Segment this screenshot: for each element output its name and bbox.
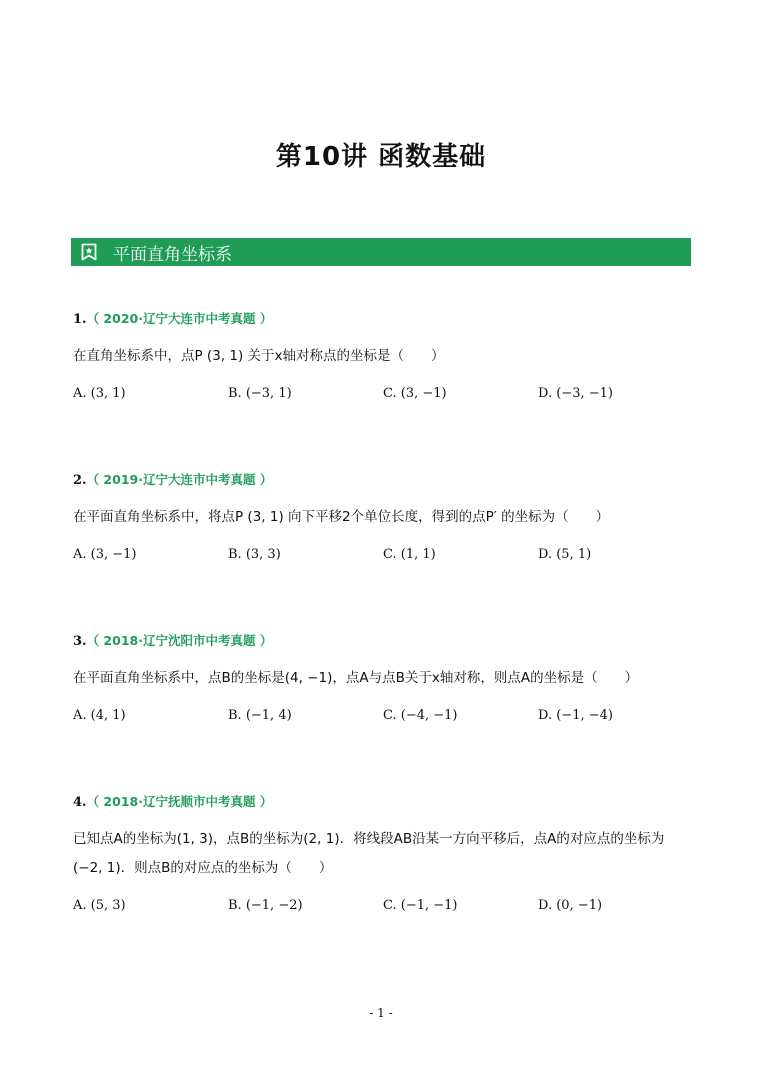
question-line: 在平面直角坐标系中，将点P (3, 1) 向下平移2个单位长度，得到的点P′ 的坐标为（ ） (73, 509, 610, 525)
question-2 (73, 470, 693, 565)
option-a[interactable]: A. (5, 3) (73, 898, 126, 913)
question-text (73, 829, 693, 878)
option-a[interactable]: A. (3, 1) (73, 386, 126, 401)
answer-options (73, 706, 693, 726)
option-a[interactable]: A. (4, 1) (73, 708, 126, 723)
option-a[interactable]: A. (3, −1) (73, 547, 137, 562)
question-text (73, 507, 693, 527)
question-number: 4. (73, 795, 87, 810)
section-header (71, 238, 691, 266)
option-c[interactable]: C. (1, 1) (383, 547, 436, 562)
question-number: 3. (73, 634, 87, 649)
question-line: 已知点A的坐标为(1, 3)，点B的坐标为(2, 1)．将线段AB沿某一方向平移后，点A的对应点的坐标为 (73, 831, 665, 847)
question-number: 1. (73, 312, 87, 327)
answer-options (73, 545, 693, 565)
option-b[interactable]: B. (−1, −2) (228, 898, 303, 913)
option-d[interactable]: D. (0, −1) (538, 898, 603, 913)
question-text (73, 668, 693, 688)
question-number: 2. (73, 473, 87, 488)
answer-options (73, 384, 693, 404)
option-b[interactable]: B. (−1, 4) (228, 708, 292, 723)
option-d[interactable]: D. (−1, −4) (538, 708, 613, 723)
section-title: 平面直角坐标系 (113, 244, 232, 265)
option-b[interactable]: B. (−3, 1) (228, 386, 292, 401)
option-d[interactable]: D. (−3, −1) (538, 386, 613, 401)
option-c[interactable]: C. (3, −1) (383, 386, 447, 401)
question-1 (73, 309, 693, 404)
question-source: （ 2020·辽宁大连市中考真题 ） (86, 311, 273, 326)
question-source: （ 2018·辽宁沈阳市中考真题 ） (86, 633, 273, 648)
question-4 (73, 792, 693, 916)
question-line: 在平面直角坐标系中，点B的坐标是(4, −1)，点A与点B关于x轴对称，则点A的坐标是（ ） (73, 670, 639, 686)
option-d[interactable]: D. (5, 1) (538, 547, 592, 562)
page-number: - 1 - (369, 1006, 393, 1020)
option-b[interactable]: B. (3, 3) (228, 547, 281, 562)
question-text (73, 346, 693, 366)
question-source: （ 2019·辽宁大连市中考真题 ） (86, 472, 273, 487)
option-c[interactable]: C. (−4, −1) (383, 708, 458, 723)
bookmark-star-icon (81, 241, 103, 263)
question-line: 在直角坐标系中，点P (3, 1) 关于x轴对称点的坐标是（ ） (73, 348, 445, 364)
option-c[interactable]: C. (−1, −1) (383, 898, 458, 913)
question-source: （ 2018·辽宁抚顺市中考真题 ） (86, 794, 273, 809)
question-line: (−2, 1)．则点B的对应点的坐标为（ ） (73, 860, 333, 876)
answer-options (73, 896, 693, 916)
page-title: 第10讲 函数基础 (275, 142, 487, 172)
question-3 (73, 631, 693, 726)
